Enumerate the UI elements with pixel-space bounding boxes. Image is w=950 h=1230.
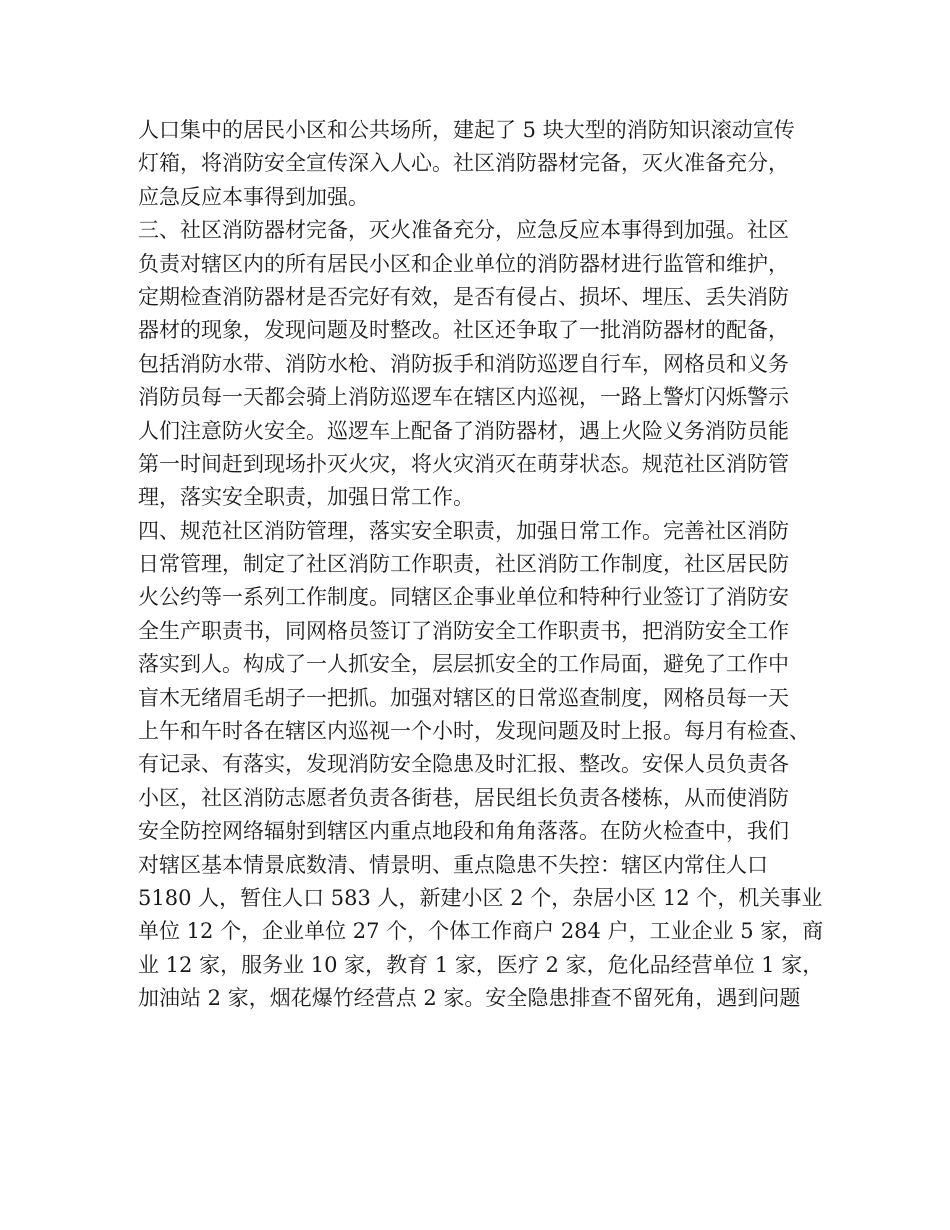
- text-line: 安全防控网络辐射到辖区内重点地段和角角落落。在防火检查中，我们: [138, 819, 789, 844]
- text-line: 有记录、有落实，发现消防安全隐患及时汇报、整改。安保人员负责各: [138, 752, 789, 777]
- text-line: 落实到人。构成了一人抓安全，层层抓安全的工作局面，避免了工作中: [138, 652, 789, 677]
- text-line: 第一时间赶到现场扑灭火灾，将火灾消灭在萌芽状态。规范社区消防管: [138, 451, 789, 476]
- text-line: 三、社区消防器材完备，灭火准备充分，应急反应本事得到加强。社区: [138, 218, 789, 243]
- text-line: 包括消防水带、消防水枪、消防扳手和消防巡逻自行车，网格员和义务: [138, 351, 789, 376]
- text-line: 单位 12 个，企业单位 27 个，个体工作商户 284 户，工业企业 5 家，商: [138, 919, 824, 944]
- text-line: 加油站 2 家，烟花爆竹经营点 2 家。安全隐患排查不留死角，遇到问题: [138, 986, 801, 1011]
- text-line: 业 12 家，服务业 10 家，教育 1 家，医疗 2 家，危化品经营单位 1 家，: [138, 952, 824, 977]
- text-line: 人们注意防火安全。巡逻车上配备了消防器材，遇上火险义务消防员能: [138, 418, 789, 443]
- text-line: 日常管理，制定了社区消防工作职责，社区消防工作制度，社区居民防: [138, 552, 789, 577]
- text-line: 人口集中的居民小区和公共场所，建起了 5 块大型的消防知识滚动宣传: [138, 118, 795, 142]
- text-line: 定期检查消防器材是否完好有效，是否有侵占、损坏、埋压、丢失消防: [138, 284, 789, 309]
- text-line: 消防员每一天都会骑上消防巡逻车在辖区内巡视，一路上警灯闪烁警示: [138, 385, 789, 410]
- text-line: 5180 人，暂住人口 583 人，新建小区 2 个，杂居小区 12 个，机关事业: [138, 885, 823, 910]
- text-line: 器材的现象，发现问题及时整改。社区还争取了一批消防器材的配备，: [138, 318, 789, 343]
- text-line: 理，落实安全职责，加强日常工作。: [138, 485, 474, 510]
- text-line: 小区，社区消防志愿者负责各街巷，居民组长负责各楼栋，从而使消防: [138, 785, 789, 810]
- text-line: 盲木无绪眉毛胡子一把抓。加强对辖区的日常巡查制度，网格员每一天: [138, 685, 789, 710]
- text-line: 负责对辖区内的所有居民小区和企业单位的消防器材进行监管和维护，: [138, 251, 789, 276]
- text-line: 全生产职责书，同网格员签订了消防安全工作职责书，把消防安全工作: [138, 618, 789, 643]
- text-line: 四、规范社区消防管理，落实安全职责，加强日常工作。完善社区消防: [138, 518, 789, 543]
- body-text: [138, 114, 838, 1016]
- text-line: 灯箱，将消防安全宣传深入人心。社区消防器材完备，灭火准备充分，: [138, 151, 789, 176]
- text-line: 应急反应本事得到加强。: [138, 184, 369, 209]
- text-line: 上午和午时各在辖区内巡视一个小时，发现问题及时上报。每月有检查、: [138, 719, 810, 744]
- text-line: 对辖区基本情景底数清、情景明、重点隐患不失控：辖区内常住人口: [138, 852, 768, 877]
- text-line: 火公约等一系列工作制度。同辖区企事业单位和特种行业签订了消防安: [138, 585, 789, 610]
